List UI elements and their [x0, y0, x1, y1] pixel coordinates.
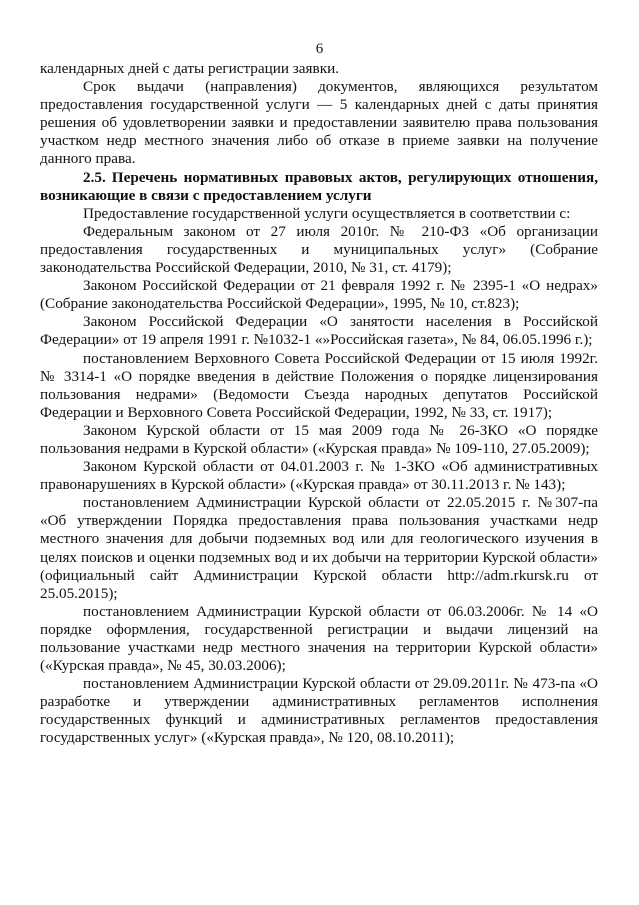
section-number: 2.5.	[83, 168, 106, 186]
section-title: Перечень нормативных правовых актов, регулирующих отношения, возникающие в связи с предоставлением услуги	[40, 168, 598, 204]
page-body	[40, 60, 598, 748]
page-number: 6	[315, 41, 324, 57]
section-heading	[40, 169, 598, 205]
legal-act-item: Законом Российской Федерации «О занятости населения в Российской Федерации» от 19 апреля 1991 г. №1032-1 «»Российская газета», № 84, 06.05.1996 г.);	[40, 313, 598, 349]
legal-act-item: Законом Российской Федерации от 21 февраля 1992 г. № 2395-1 «О недрах» (Собрание законодательства Российской Федерации», 1995, № 10, ст.823);	[40, 277, 598, 313]
legal-act-item: постановлением Администрации Курской области от 29.09.2011г. № 473-па «О разработке и утверждении административных регламентов исполнения государственных функций и административных регламентов предоставления государственных услуг» («Курская правда», № 120, 08.10.2011);	[40, 675, 598, 747]
legal-act-item: постановлением Администрации Курской области от 06.03.2006г. № 14 «О порядке оформления, государственной регистрации и выдачи лицензий на пользование участками недр местного значения на территории Курской области» («Курская правда», № 45, 30.03.2006);	[40, 602, 598, 675]
legal-act-item: Законом Курской области от 15 мая 2009 года № 26-ЗКО «О порядке пользования недрами в Курской области» («Курская правда» № 109-110, 27.05.2009);	[40, 421, 598, 457]
paragraph-continuation: календарных дней с даты регистрации заявки.	[40, 60, 339, 77]
paragraph-intro: Предоставление государственной услуги осуществляется в соответствии с:	[83, 204, 571, 222]
legal-act-item: Законом Курской области от 04.01.2003 г. № 1-ЗКО «Об административных правонарушениях в Курской области» («Курская правда» от 30.11.2013 г. № 143);	[40, 458, 598, 494]
paragraph-issue-deadline: Срок выдачи (направления) документов, являющихся результатом предоставления государственной услуги — 5 календарных дней с даты принятия решения об удовлетворении заявки и предоставлении заявителю права пользования участком недр местного значения либо об отказе в приеме заявки на получение данного права.	[40, 78, 598, 168]
legal-act-item: Федеральным законом от 27 июля 2010г. № 210-ФЗ «Об организации предоставления государственных и муниципальных услуг» (Собрание законодательства Российской Федерации, 2010, № 31, ст. 4179);	[40, 222, 598, 277]
legal-act-item: постановлением Верховного Совета Российской Федерации от 15 июля 1992г. № 3314-1 «О порядке введения в действие Положения о порядке лицензирования пользования недрами» (Ведомости Съезда народных депутатов Российской Федерации и Верховного Совета Российской Федерации, 1992, № 33, ст. 1917);	[40, 349, 598, 421]
legal-act-item: постановлением Администрации Курской области от 22.05.2015 г. №307-па «Об утверждении Порядка предоставления права пользования участками недр местного значения для добычи подземных вод или для геологического изучения в целях поисков и оценки подземных вод и их добычи на территории Курской области» (официальный сайт Администрации Курской области http://adm.rkursk.ru от 25.05.2015);	[40, 494, 598, 602]
